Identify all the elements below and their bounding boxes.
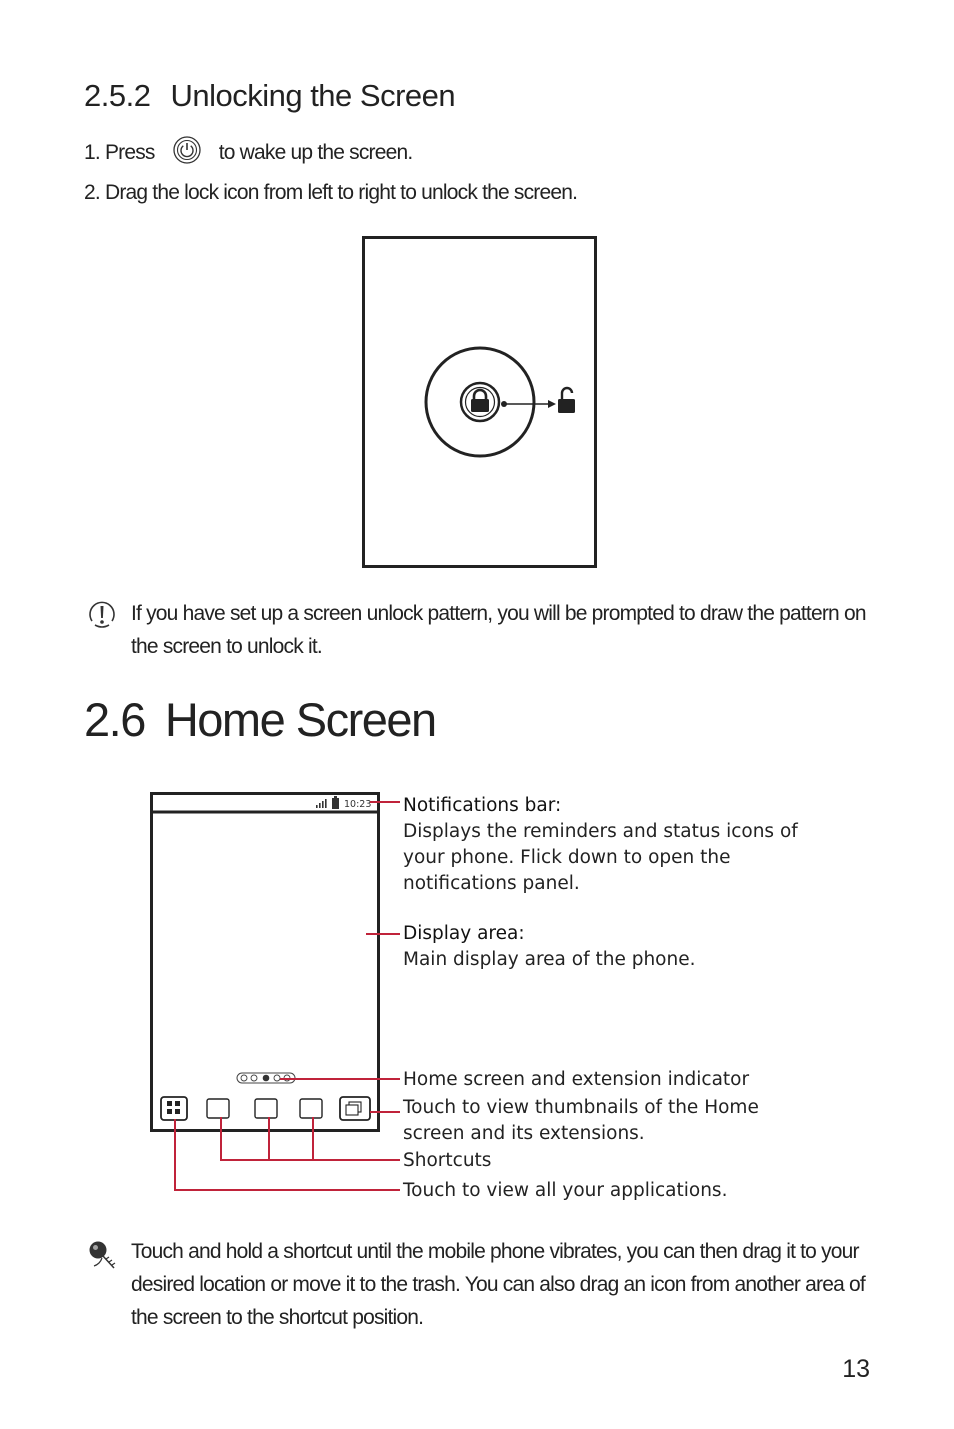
app-launcher-icon (161, 1097, 187, 1120)
thumbnails-line-1: Touch to view thumbnails of the Home (403, 1097, 759, 1118)
all-apps-callout: Touch to view all your applications. (403, 1180, 728, 1201)
exclamation-note-icon (86, 599, 118, 631)
section-number: 2.5.2 (84, 78, 151, 113)
notifications-line-2: your phone. Flick down to open the (403, 847, 731, 868)
section-heading (84, 78, 455, 114)
shortcut-slot (255, 1099, 277, 1118)
status-time: 10:23 (344, 799, 372, 810)
display-area-title: Display area: (403, 923, 525, 944)
section-title: Unlocking the Screen (170, 78, 456, 113)
chapter-number: 2.6 (84, 693, 145, 746)
notifications-line-3: notifications panel. (403, 873, 580, 894)
notifications-line-1: Displays the reminders and status icons of (403, 821, 798, 842)
lock-icon (461, 383, 499, 421)
chapter-title: Home Screen (164, 693, 436, 746)
step-1-after: to wake up the screen. (218, 141, 413, 164)
thumbnails-icon (340, 1097, 370, 1120)
display-area-callout (403, 921, 695, 973)
chapter-heading (84, 692, 436, 747)
shortcuts-callout: Shortcuts (403, 1150, 492, 1171)
lock-screen-figure (362, 236, 600, 571)
power-icon (172, 135, 202, 165)
page-number: 13 (842, 1355, 870, 1383)
notifications-title: Notifications bar: (403, 795, 562, 816)
shortcut-slot (207, 1099, 229, 1118)
tip-bulb-icon (86, 1238, 120, 1272)
thumbnails-callout (403, 1095, 759, 1147)
unlock-pattern-note: If you have set up a screen unlock pattern, you will be prompted to draw the pattern on the screen to unlock it. (131, 602, 866, 658)
display-area-desc: Main display area of the phone. (403, 949, 696, 970)
indicator-callout: Home screen and extension indicator (403, 1069, 750, 1090)
notifications-callout (403, 793, 798, 897)
step-2: 2. Drag the lock icon from left to right to unlock the screen. (84, 181, 578, 204)
home-screen-figure (150, 792, 410, 1202)
shortcut-tip: Touch and hold a shortcut until the mobile phone vibrates, you can then drag it to your desired location or move it to the trash. You can also drag an icon from another area of the screen to the shortcut position. (131, 1240, 865, 1329)
shortcut-slot (300, 1099, 322, 1118)
step-1 (84, 141, 412, 165)
thumbnails-line-2: screen and its extensions. (403, 1123, 645, 1144)
step-1-before: 1. Press (84, 141, 155, 164)
